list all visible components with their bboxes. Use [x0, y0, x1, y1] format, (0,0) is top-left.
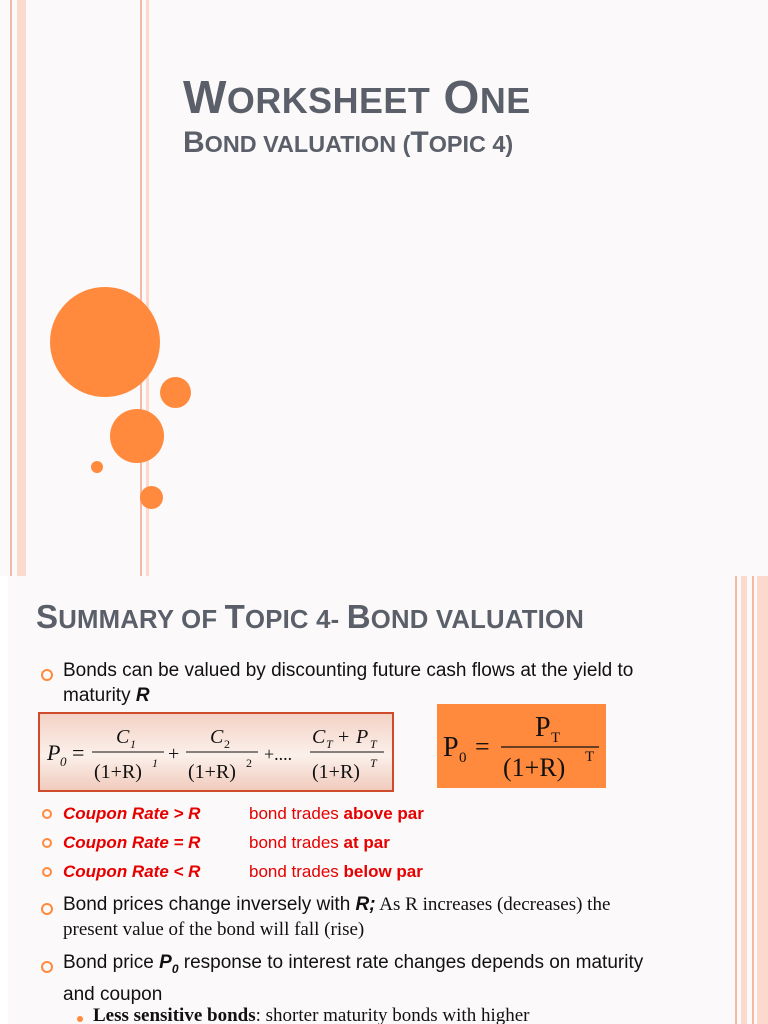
- formula-denominator-3: (1+R): [312, 761, 360, 783]
- rule-result: bond trades above par: [249, 804, 424, 823]
- sub-bullet-text: Less sensitive bonds: shorter maturity bonds with higher: [93, 1005, 530, 1024]
- bullet-icon: [40, 668, 54, 682]
- formula-numerator-sub: T: [551, 730, 561, 746]
- formula-ellipsis: +....: [264, 744, 293, 764]
- rule-condition: Coupon Rate = R: [63, 833, 201, 852]
- decor-circle: [140, 486, 163, 509]
- decor-stripe: [10, 0, 12, 576]
- rule-result: bond trades below par: [249, 862, 423, 881]
- bullet-text: Bonds can be valued by discounting future cash flows at the yield to maturity R: [63, 660, 634, 706]
- formula-equals: =: [475, 732, 490, 761]
- decor-circle: [110, 409, 164, 463]
- formula-denominator-2: (1+R): [188, 761, 236, 783]
- rule-condition: Coupon Rate > R: [63, 804, 201, 823]
- slide-title: WORKSHEET ONE: [183, 71, 531, 123]
- bond-price-formula: [38, 712, 394, 792]
- sub-bullet-icon: [77, 1016, 83, 1022]
- formula-lhs-sub: 0: [60, 754, 67, 769]
- formula-pt-sub: T: [370, 737, 377, 751]
- bullet-icon: [42, 809, 52, 819]
- formula-equals: =: [72, 740, 85, 765]
- bullet-icon: [40, 902, 54, 916]
- formula-lhs: P: [443, 732, 459, 763]
- decor-circle: [160, 377, 191, 408]
- formula-numerator: P: [535, 712, 551, 743]
- formula-c2-sub: 2: [224, 737, 230, 751]
- zero-coupon-formula: [437, 704, 606, 788]
- formula-c1-sub: 1: [130, 737, 136, 751]
- decor-circle-small: [91, 461, 103, 473]
- formula-exp-3: T: [370, 756, 377, 770]
- formula-c1: C: [116, 726, 130, 748]
- decor-stripe: [757, 576, 768, 1024]
- formula-exp-2: 2: [246, 756, 252, 770]
- bullet-icon: [42, 838, 52, 848]
- decor-circle-large: [50, 287, 160, 397]
- formula-plus: +: [168, 743, 180, 765]
- formula-ct-sub: T: [326, 737, 333, 751]
- formula-lhs: P: [47, 740, 61, 765]
- decor-stripe: [735, 576, 737, 1024]
- formula-lhs-sub: 0: [459, 750, 467, 766]
- formula-exp-1: 1: [152, 756, 158, 770]
- decor-stripe: [752, 576, 754, 1024]
- formula-denominator: (1+R): [503, 753, 566, 782]
- rule-result: bond trades at par: [249, 833, 390, 852]
- decor-stripe: [741, 576, 747, 1024]
- summary-slide: [0, 576, 768, 1024]
- slide-title: SUMMARY OF TOPIC 4- BOND VALUATION: [36, 598, 584, 635]
- bullet-text: Bond prices change inversely with R; As R increases (decreases) the present value of the bond will fall (rise): [63, 894, 611, 940]
- bullet-icon: [40, 960, 54, 974]
- formula-c2: C: [210, 726, 224, 748]
- slide-subtitle: BOND VALUATION (TOPIC 4): [183, 126, 514, 159]
- formula-plus: +: [338, 726, 350, 748]
- bullet-text: Bond price $P_0$ response to interest rate changes depends on maturity and coupon: [63, 952, 644, 1005]
- bullet-icon: [42, 867, 52, 877]
- decor-stripe: [0, 576, 8, 1024]
- rule-condition: Coupon Rate < R: [63, 862, 201, 881]
- decor-stripe: [17, 0, 26, 576]
- formula-denominator-1: (1+R): [94, 761, 142, 783]
- formula-exponent: T: [585, 749, 595, 765]
- formula-ct: C: [312, 726, 326, 748]
- formula-pt: P: [356, 726, 369, 748]
